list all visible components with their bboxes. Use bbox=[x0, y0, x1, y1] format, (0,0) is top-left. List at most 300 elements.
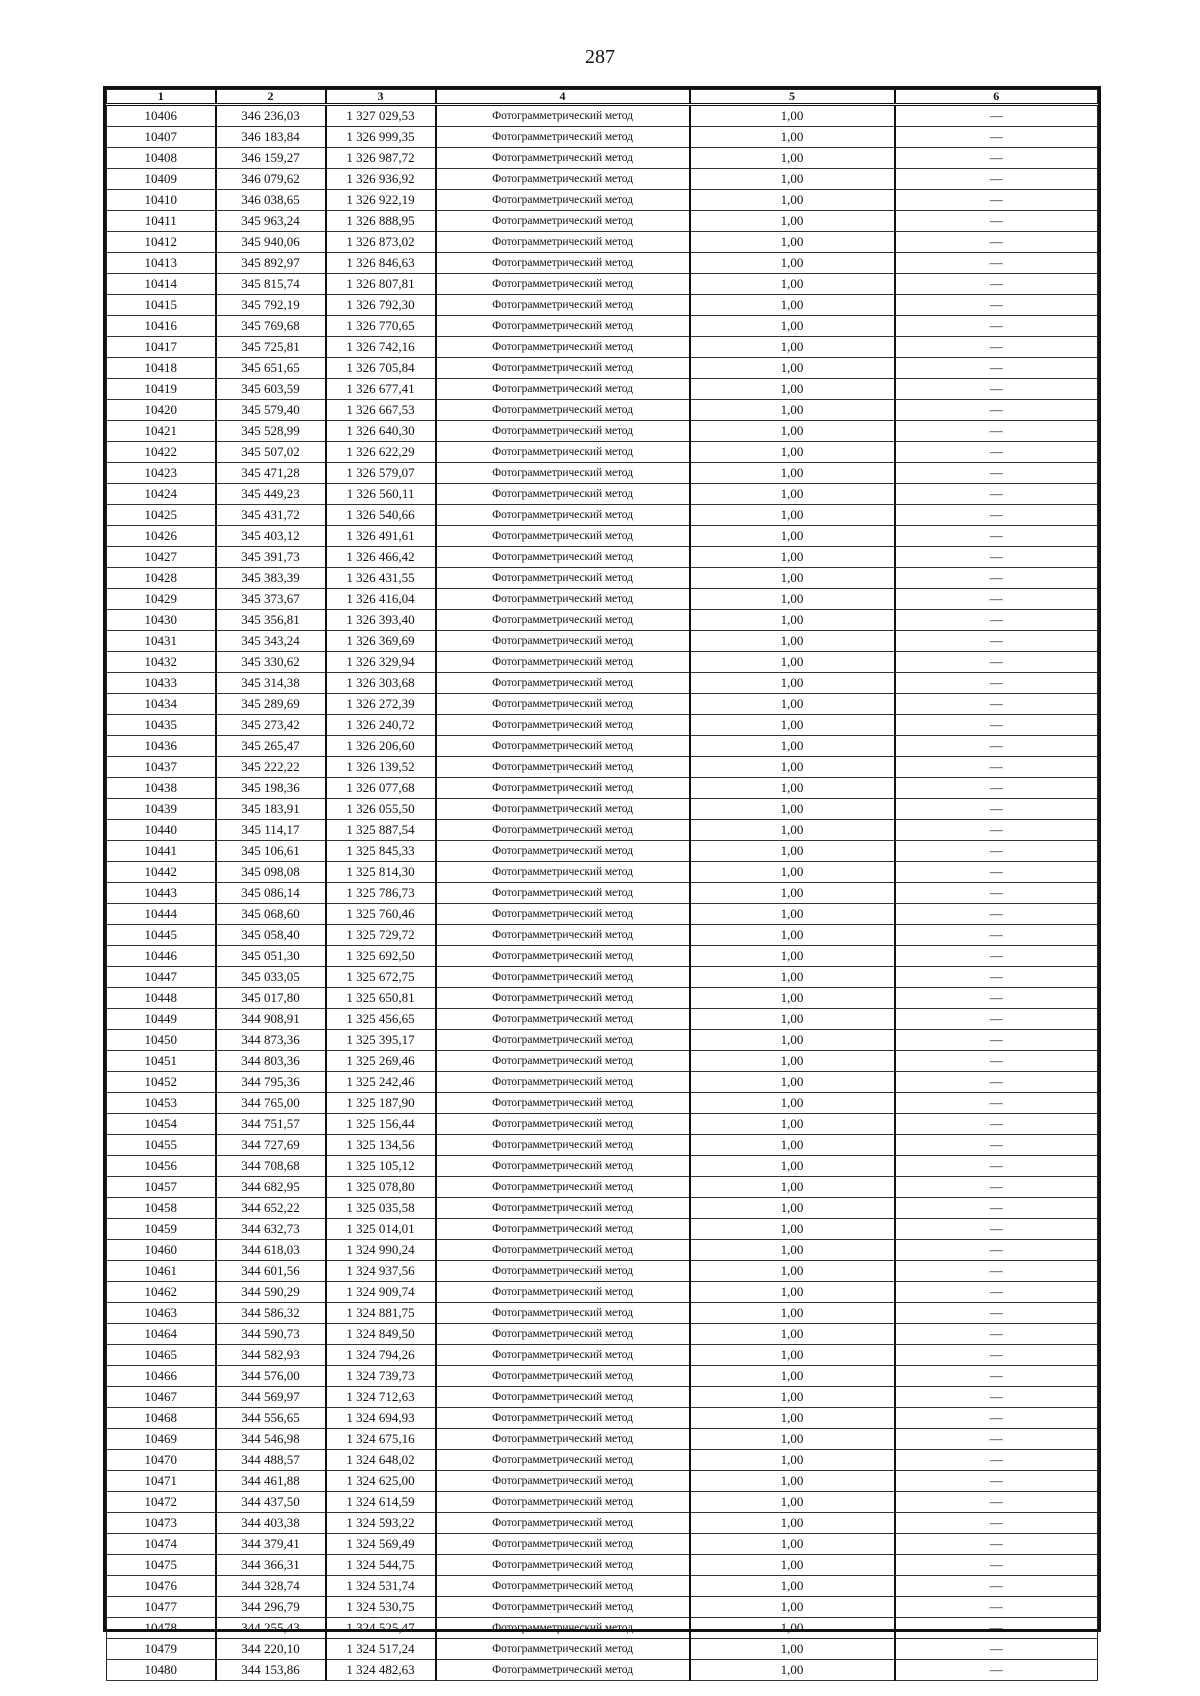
y-coordinate-cell: 1 324 569,49 bbox=[326, 1534, 436, 1555]
x-coordinate-cell: 345 579,40 bbox=[216, 400, 326, 421]
y-coordinate-cell: 1 326 922,19 bbox=[326, 190, 436, 211]
method-cell: Фотограмметрический метод bbox=[436, 1261, 690, 1282]
accuracy-cell: 1,00 bbox=[690, 1303, 895, 1324]
point-number-cell: 10471 bbox=[107, 1471, 216, 1492]
point-number-cell: 10478 bbox=[107, 1618, 216, 1639]
table-row bbox=[107, 799, 1098, 820]
point-number-cell: 10472 bbox=[107, 1492, 216, 1513]
table-row bbox=[107, 1408, 1098, 1429]
point-number-cell: 10444 bbox=[107, 904, 216, 925]
y-coordinate-cell: 1 326 272,39 bbox=[326, 694, 436, 715]
table-row bbox=[107, 904, 1098, 925]
page-number: 287 bbox=[585, 46, 615, 68]
accuracy-cell: 1,00 bbox=[690, 400, 895, 421]
table-row bbox=[107, 105, 1098, 127]
column-header: 2 bbox=[216, 90, 326, 105]
method-cell: Фотограмметрический метод bbox=[436, 862, 690, 883]
method-cell: Фотограмметрический метод bbox=[436, 1513, 690, 1534]
table-row bbox=[107, 925, 1098, 946]
accuracy-cell: 1,00 bbox=[690, 358, 895, 379]
note-cell: — bbox=[895, 337, 1098, 358]
method-cell: Фотограмметрический метод bbox=[436, 337, 690, 358]
accuracy-cell: 1,00 bbox=[690, 1072, 895, 1093]
y-coordinate-cell: 1 324 794,26 bbox=[326, 1345, 436, 1366]
note-cell: — bbox=[895, 904, 1098, 925]
table-row bbox=[107, 1639, 1098, 1660]
accuracy-cell: 1,00 bbox=[690, 1030, 895, 1051]
accuracy-cell: 1,00 bbox=[690, 1198, 895, 1219]
note-cell: — bbox=[895, 1219, 1098, 1240]
x-coordinate-cell: 345 068,60 bbox=[216, 904, 326, 925]
note-cell: — bbox=[895, 1240, 1098, 1261]
method-cell: Фотограмметрический метод bbox=[436, 1408, 690, 1429]
note-cell: — bbox=[895, 1513, 1098, 1534]
x-coordinate-cell: 345 528,99 bbox=[216, 421, 326, 442]
table-row bbox=[107, 484, 1098, 505]
table-row bbox=[107, 1051, 1098, 1072]
x-coordinate-cell: 345 114,17 bbox=[216, 820, 326, 841]
method-cell: Фотограмметрический метод bbox=[436, 694, 690, 715]
table-row bbox=[107, 1387, 1098, 1408]
note-cell: — bbox=[895, 526, 1098, 547]
point-number-cell: 10470 bbox=[107, 1450, 216, 1471]
point-number-cell: 10447 bbox=[107, 967, 216, 988]
accuracy-cell: 1,00 bbox=[690, 841, 895, 862]
table-row bbox=[107, 946, 1098, 967]
point-number-cell: 10419 bbox=[107, 379, 216, 400]
x-coordinate-cell: 344 618,03 bbox=[216, 1240, 326, 1261]
x-coordinate-cell: 345 769,68 bbox=[216, 316, 326, 337]
point-number-cell: 10435 bbox=[107, 715, 216, 736]
y-coordinate-cell: 1 326 846,63 bbox=[326, 253, 436, 274]
point-number-cell: 10477 bbox=[107, 1597, 216, 1618]
note-cell: — bbox=[895, 1597, 1098, 1618]
accuracy-cell: 1,00 bbox=[690, 1576, 895, 1597]
y-coordinate-cell: 1 325 456,65 bbox=[326, 1009, 436, 1030]
x-coordinate-cell: 345 815,74 bbox=[216, 274, 326, 295]
method-cell: Фотограмметрический метод bbox=[436, 1135, 690, 1156]
method-cell: Фотограмметрический метод bbox=[436, 547, 690, 568]
table-row bbox=[107, 1261, 1098, 1282]
accuracy-cell: 1,00 bbox=[690, 904, 895, 925]
table-row bbox=[107, 778, 1098, 799]
y-coordinate-cell: 1 325 134,56 bbox=[326, 1135, 436, 1156]
y-coordinate-cell: 1 324 712,63 bbox=[326, 1387, 436, 1408]
accuracy-cell: 1,00 bbox=[690, 316, 895, 337]
table-row bbox=[107, 421, 1098, 442]
y-coordinate-cell: 1 325 786,73 bbox=[326, 883, 436, 904]
point-number-cell: 10473 bbox=[107, 1513, 216, 1534]
x-coordinate-cell: 344 296,79 bbox=[216, 1597, 326, 1618]
y-coordinate-cell: 1 325 242,46 bbox=[326, 1072, 436, 1093]
note-cell: — bbox=[895, 799, 1098, 820]
accuracy-cell: 1,00 bbox=[690, 736, 895, 757]
point-number-cell: 10476 bbox=[107, 1576, 216, 1597]
table-row bbox=[107, 295, 1098, 316]
x-coordinate-cell: 345 017,80 bbox=[216, 988, 326, 1009]
table-row bbox=[107, 652, 1098, 673]
method-cell: Фотограмметрический метод bbox=[436, 1114, 690, 1135]
point-number-cell: 10480 bbox=[107, 1660, 216, 1681]
point-number-cell: 10459 bbox=[107, 1219, 216, 1240]
table-row bbox=[107, 694, 1098, 715]
accuracy-cell: 1,00 bbox=[690, 1051, 895, 1072]
accuracy-cell: 1,00 bbox=[690, 295, 895, 316]
y-coordinate-cell: 1 325 692,50 bbox=[326, 946, 436, 967]
x-coordinate-cell: 345 471,28 bbox=[216, 463, 326, 484]
x-coordinate-cell: 344 590,29 bbox=[216, 1282, 326, 1303]
method-cell: Фотограмметрический метод bbox=[436, 295, 690, 316]
method-cell: Фотограмметрический метод bbox=[436, 589, 690, 610]
table-row bbox=[107, 232, 1098, 253]
note-cell: — bbox=[895, 400, 1098, 421]
method-cell: Фотограмметрический метод bbox=[436, 105, 690, 127]
method-cell: Фотограмметрический метод bbox=[436, 1177, 690, 1198]
note-cell: — bbox=[895, 1660, 1098, 1681]
note-cell: — bbox=[895, 1639, 1098, 1660]
y-coordinate-cell: 1 326 888,95 bbox=[326, 211, 436, 232]
point-number-cell: 10453 bbox=[107, 1093, 216, 1114]
table-row bbox=[107, 463, 1098, 484]
x-coordinate-cell: 344 708,68 bbox=[216, 1156, 326, 1177]
x-coordinate-cell: 344 582,93 bbox=[216, 1345, 326, 1366]
accuracy-cell: 1,00 bbox=[690, 631, 895, 652]
note-cell: — bbox=[895, 1156, 1098, 1177]
point-number-cell: 10436 bbox=[107, 736, 216, 757]
note-cell: — bbox=[895, 883, 1098, 904]
accuracy-cell: 1,00 bbox=[690, 1261, 895, 1282]
coordinates-table bbox=[106, 89, 1098, 1681]
accuracy-cell: 1,00 bbox=[690, 1429, 895, 1450]
method-cell: Фотограмметрический метод bbox=[436, 148, 690, 169]
point-number-cell: 10441 bbox=[107, 841, 216, 862]
point-number-cell: 10438 bbox=[107, 778, 216, 799]
point-number-cell: 10442 bbox=[107, 862, 216, 883]
note-cell: — bbox=[895, 1450, 1098, 1471]
point-number-cell: 10437 bbox=[107, 757, 216, 778]
note-cell: — bbox=[895, 757, 1098, 778]
method-cell: Фотограмметрический метод bbox=[436, 1429, 690, 1450]
y-coordinate-cell: 1 326 540,66 bbox=[326, 505, 436, 526]
table-row bbox=[107, 1114, 1098, 1135]
point-number-cell: 10426 bbox=[107, 526, 216, 547]
method-cell: Фотограмметрический метод bbox=[436, 1387, 690, 1408]
x-coordinate-cell: 344 908,91 bbox=[216, 1009, 326, 1030]
point-number-cell: 10452 bbox=[107, 1072, 216, 1093]
y-coordinate-cell: 1 326 742,16 bbox=[326, 337, 436, 358]
x-coordinate-cell: 344 569,97 bbox=[216, 1387, 326, 1408]
y-coordinate-cell: 1 326 873,02 bbox=[326, 232, 436, 253]
x-coordinate-cell: 344 379,41 bbox=[216, 1534, 326, 1555]
method-cell: Фотограмметрический метод bbox=[436, 1366, 690, 1387]
accuracy-cell: 1,00 bbox=[690, 1534, 895, 1555]
method-cell: Фотограмметрический метод bbox=[436, 1072, 690, 1093]
y-coordinate-cell: 1 325 395,17 bbox=[326, 1030, 436, 1051]
accuracy-cell: 1,00 bbox=[690, 1555, 895, 1576]
table-row bbox=[107, 169, 1098, 190]
column-header: 6 bbox=[895, 90, 1098, 105]
method-cell: Фотограмметрический метод bbox=[436, 715, 690, 736]
accuracy-cell: 1,00 bbox=[690, 526, 895, 547]
accuracy-cell: 1,00 bbox=[690, 946, 895, 967]
note-cell: — bbox=[895, 1030, 1098, 1051]
method-cell: Фотограмметрический метод bbox=[436, 232, 690, 253]
accuracy-cell: 1,00 bbox=[690, 337, 895, 358]
method-cell: Фотограмметрический метод bbox=[436, 253, 690, 274]
method-cell: Фотограмметрический метод bbox=[436, 904, 690, 925]
point-number-cell: 10421 bbox=[107, 421, 216, 442]
accuracy-cell: 1,00 bbox=[690, 1240, 895, 1261]
accuracy-cell: 1,00 bbox=[690, 694, 895, 715]
y-coordinate-cell: 1 324 625,00 bbox=[326, 1471, 436, 1492]
point-number-cell: 10456 bbox=[107, 1156, 216, 1177]
method-cell: Фотограмметрический метод bbox=[436, 127, 690, 148]
note-cell: — bbox=[895, 1408, 1098, 1429]
x-coordinate-cell: 345 449,23 bbox=[216, 484, 326, 505]
point-number-cell: 10455 bbox=[107, 1135, 216, 1156]
method-cell: Фотограмметрический метод bbox=[436, 211, 690, 232]
note-cell: — bbox=[895, 463, 1098, 484]
y-coordinate-cell: 1 325 156,44 bbox=[326, 1114, 436, 1135]
x-coordinate-cell: 345 403,12 bbox=[216, 526, 326, 547]
x-coordinate-cell: 344 590,73 bbox=[216, 1324, 326, 1345]
x-coordinate-cell: 345 792,19 bbox=[216, 295, 326, 316]
x-coordinate-cell: 344 437,50 bbox=[216, 1492, 326, 1513]
y-coordinate-cell: 1 325 760,46 bbox=[326, 904, 436, 925]
y-coordinate-cell: 1 325 650,81 bbox=[326, 988, 436, 1009]
x-coordinate-cell: 346 183,84 bbox=[216, 127, 326, 148]
y-coordinate-cell: 1 326 139,52 bbox=[326, 757, 436, 778]
point-number-cell: 10425 bbox=[107, 505, 216, 526]
table-row bbox=[107, 1009, 1098, 1030]
method-cell: Фотограмметрический метод bbox=[436, 169, 690, 190]
accuracy-cell: 1,00 bbox=[690, 568, 895, 589]
point-number-cell: 10407 bbox=[107, 127, 216, 148]
point-number-cell: 10422 bbox=[107, 442, 216, 463]
note-cell: — bbox=[895, 673, 1098, 694]
column-header: 1 bbox=[107, 90, 216, 105]
point-number-cell: 10466 bbox=[107, 1366, 216, 1387]
method-cell: Фотограмметрический метод bbox=[436, 1030, 690, 1051]
x-coordinate-cell: 344 751,57 bbox=[216, 1114, 326, 1135]
method-cell: Фотограмметрический метод bbox=[436, 1240, 690, 1261]
note-cell: — bbox=[895, 1177, 1098, 1198]
x-coordinate-cell: 346 038,65 bbox=[216, 190, 326, 211]
accuracy-cell: 1,00 bbox=[690, 1135, 895, 1156]
x-coordinate-cell: 345 651,65 bbox=[216, 358, 326, 379]
point-number-cell: 10468 bbox=[107, 1408, 216, 1429]
method-cell: Фотограмметрический метод bbox=[436, 1219, 690, 1240]
note-cell: — bbox=[895, 316, 1098, 337]
method-cell: Фотограмметрический метод bbox=[436, 883, 690, 904]
note-cell: — bbox=[895, 1534, 1098, 1555]
accuracy-cell: 1,00 bbox=[690, 589, 895, 610]
x-coordinate-cell: 344 586,32 bbox=[216, 1303, 326, 1324]
note-cell: — bbox=[895, 1387, 1098, 1408]
accuracy-cell: 1,00 bbox=[690, 253, 895, 274]
method-cell: Фотограмметрический метод bbox=[436, 1450, 690, 1471]
point-number-cell: 10410 bbox=[107, 190, 216, 211]
note-cell: — bbox=[895, 253, 1098, 274]
method-cell: Фотограмметрический метод bbox=[436, 946, 690, 967]
accuracy-cell: 1,00 bbox=[690, 925, 895, 946]
y-coordinate-cell: 1 326 055,50 bbox=[326, 799, 436, 820]
note-cell: — bbox=[895, 484, 1098, 505]
x-coordinate-cell: 344 403,38 bbox=[216, 1513, 326, 1534]
method-cell: Фотограмметрический метод bbox=[436, 1555, 690, 1576]
y-coordinate-cell: 1 324 990,24 bbox=[326, 1240, 436, 1261]
x-coordinate-cell: 344 632,73 bbox=[216, 1219, 326, 1240]
note-cell: — bbox=[895, 1051, 1098, 1072]
method-cell: Фотограмметрический метод bbox=[436, 1093, 690, 1114]
y-coordinate-cell: 1 326 792,30 bbox=[326, 295, 436, 316]
note-cell: — bbox=[895, 505, 1098, 526]
table-row bbox=[107, 841, 1098, 862]
column-header: 4 bbox=[436, 90, 690, 105]
x-coordinate-cell: 345 963,24 bbox=[216, 211, 326, 232]
y-coordinate-cell: 1 324 937,56 bbox=[326, 1261, 436, 1282]
method-cell: Фотограмметрический метод bbox=[436, 526, 690, 547]
point-number-cell: 10413 bbox=[107, 253, 216, 274]
accuracy-cell: 1,00 bbox=[690, 484, 895, 505]
point-number-cell: 10475 bbox=[107, 1555, 216, 1576]
point-number-cell: 10449 bbox=[107, 1009, 216, 1030]
y-coordinate-cell: 1 324 909,74 bbox=[326, 1282, 436, 1303]
point-number-cell: 10424 bbox=[107, 484, 216, 505]
accuracy-cell: 1,00 bbox=[690, 862, 895, 883]
method-cell: Фотограмметрический метод bbox=[436, 736, 690, 757]
x-coordinate-cell: 345 314,38 bbox=[216, 673, 326, 694]
note-cell: — bbox=[895, 1114, 1098, 1135]
x-coordinate-cell: 344 682,95 bbox=[216, 1177, 326, 1198]
method-cell: Фотограмметрический метод bbox=[436, 358, 690, 379]
table-row bbox=[107, 1198, 1098, 1219]
x-coordinate-cell: 346 236,03 bbox=[216, 105, 326, 127]
note-cell: — bbox=[895, 1093, 1098, 1114]
x-coordinate-cell: 345 507,02 bbox=[216, 442, 326, 463]
x-coordinate-cell: 345 183,91 bbox=[216, 799, 326, 820]
column-header: 3 bbox=[326, 90, 436, 105]
table-row bbox=[107, 1240, 1098, 1261]
note-cell: — bbox=[895, 610, 1098, 631]
accuracy-cell: 1,00 bbox=[690, 421, 895, 442]
note-cell: — bbox=[895, 967, 1098, 988]
point-number-cell: 10448 bbox=[107, 988, 216, 1009]
method-cell: Фотограмметрический метод bbox=[436, 316, 690, 337]
note-cell: — bbox=[895, 442, 1098, 463]
y-coordinate-cell: 1 326 329,94 bbox=[326, 652, 436, 673]
note-cell: — bbox=[895, 1303, 1098, 1324]
x-coordinate-cell: 344 556,65 bbox=[216, 1408, 326, 1429]
accuracy-cell: 1,00 bbox=[690, 799, 895, 820]
point-number-cell: 10429 bbox=[107, 589, 216, 610]
method-cell: Фотограмметрический метод bbox=[436, 1639, 690, 1660]
table-row bbox=[107, 1030, 1098, 1051]
method-cell: Фотограмметрический метод bbox=[436, 631, 690, 652]
y-coordinate-cell: 1 324 675,16 bbox=[326, 1429, 436, 1450]
table-row bbox=[107, 316, 1098, 337]
point-number-cell: 10443 bbox=[107, 883, 216, 904]
x-coordinate-cell: 346 159,27 bbox=[216, 148, 326, 169]
point-number-cell: 10458 bbox=[107, 1198, 216, 1219]
accuracy-cell: 1,00 bbox=[690, 820, 895, 841]
y-coordinate-cell: 1 326 466,42 bbox=[326, 547, 436, 568]
x-coordinate-cell: 345 086,14 bbox=[216, 883, 326, 904]
method-cell: Фотограмметрический метод bbox=[436, 778, 690, 799]
accuracy-cell: 1,00 bbox=[690, 1282, 895, 1303]
point-number-cell: 10415 bbox=[107, 295, 216, 316]
method-cell: Фотограмметрический метод bbox=[436, 190, 690, 211]
x-coordinate-cell: 344 795,36 bbox=[216, 1072, 326, 1093]
note-cell: — bbox=[895, 547, 1098, 568]
accuracy-cell: 1,00 bbox=[690, 1114, 895, 1135]
note-cell: — bbox=[895, 1555, 1098, 1576]
table-row bbox=[107, 253, 1098, 274]
note-cell: — bbox=[895, 1135, 1098, 1156]
y-coordinate-cell: 1 324 525,47 bbox=[326, 1618, 436, 1639]
y-coordinate-cell: 1 326 987,72 bbox=[326, 148, 436, 169]
note-cell: — bbox=[895, 1429, 1098, 1450]
accuracy-cell: 1,00 bbox=[690, 190, 895, 211]
accuracy-cell: 1,00 bbox=[690, 1471, 895, 1492]
y-coordinate-cell: 1 325 078,80 bbox=[326, 1177, 436, 1198]
method-cell: Фотограмметрический метод bbox=[436, 1471, 690, 1492]
y-coordinate-cell: 1 324 849,50 bbox=[326, 1324, 436, 1345]
table-row bbox=[107, 505, 1098, 526]
accuracy-cell: 1,00 bbox=[690, 1387, 895, 1408]
x-coordinate-cell: 344 765,00 bbox=[216, 1093, 326, 1114]
point-number-cell: 10474 bbox=[107, 1534, 216, 1555]
accuracy-cell: 1,00 bbox=[690, 1219, 895, 1240]
table-row bbox=[107, 1177, 1098, 1198]
accuracy-cell: 1,00 bbox=[690, 673, 895, 694]
accuracy-cell: 1,00 bbox=[690, 1009, 895, 1030]
point-number-cell: 10432 bbox=[107, 652, 216, 673]
method-cell: Фотограмметрический метод bbox=[436, 841, 690, 862]
note-cell: — bbox=[895, 127, 1098, 148]
y-coordinate-cell: 1 325 887,54 bbox=[326, 820, 436, 841]
x-coordinate-cell: 345 098,08 bbox=[216, 862, 326, 883]
x-coordinate-cell: 344 488,57 bbox=[216, 1450, 326, 1471]
method-cell: Фотограмметрический метод bbox=[436, 1576, 690, 1597]
method-cell: Фотограмметрический метод bbox=[436, 1492, 690, 1513]
note-cell: — bbox=[895, 736, 1098, 757]
y-coordinate-cell: 1 324 881,75 bbox=[326, 1303, 436, 1324]
accuracy-cell: 1,00 bbox=[690, 547, 895, 568]
x-coordinate-cell: 344 366,31 bbox=[216, 1555, 326, 1576]
method-cell: Фотограмметрический метод bbox=[436, 442, 690, 463]
table-row bbox=[107, 1093, 1098, 1114]
point-number-cell: 10406 bbox=[107, 105, 216, 127]
y-coordinate-cell: 1 324 530,75 bbox=[326, 1597, 436, 1618]
note-cell: — bbox=[895, 232, 1098, 253]
accuracy-cell: 1,00 bbox=[690, 1450, 895, 1471]
point-number-cell: 10431 bbox=[107, 631, 216, 652]
point-number-cell: 10433 bbox=[107, 673, 216, 694]
y-coordinate-cell: 1 324 648,02 bbox=[326, 1450, 436, 1471]
x-coordinate-cell: 345 265,47 bbox=[216, 736, 326, 757]
table-row bbox=[107, 862, 1098, 883]
accuracy-cell: 1,00 bbox=[690, 988, 895, 1009]
point-number-cell: 10462 bbox=[107, 1282, 216, 1303]
method-cell: Фотограмметрический метод bbox=[436, 505, 690, 526]
point-number-cell: 10440 bbox=[107, 820, 216, 841]
x-coordinate-cell: 344 652,22 bbox=[216, 1198, 326, 1219]
point-number-cell: 10417 bbox=[107, 337, 216, 358]
x-coordinate-cell: 345 033,05 bbox=[216, 967, 326, 988]
header-row bbox=[107, 90, 1098, 105]
y-coordinate-cell: 1 325 187,90 bbox=[326, 1093, 436, 1114]
